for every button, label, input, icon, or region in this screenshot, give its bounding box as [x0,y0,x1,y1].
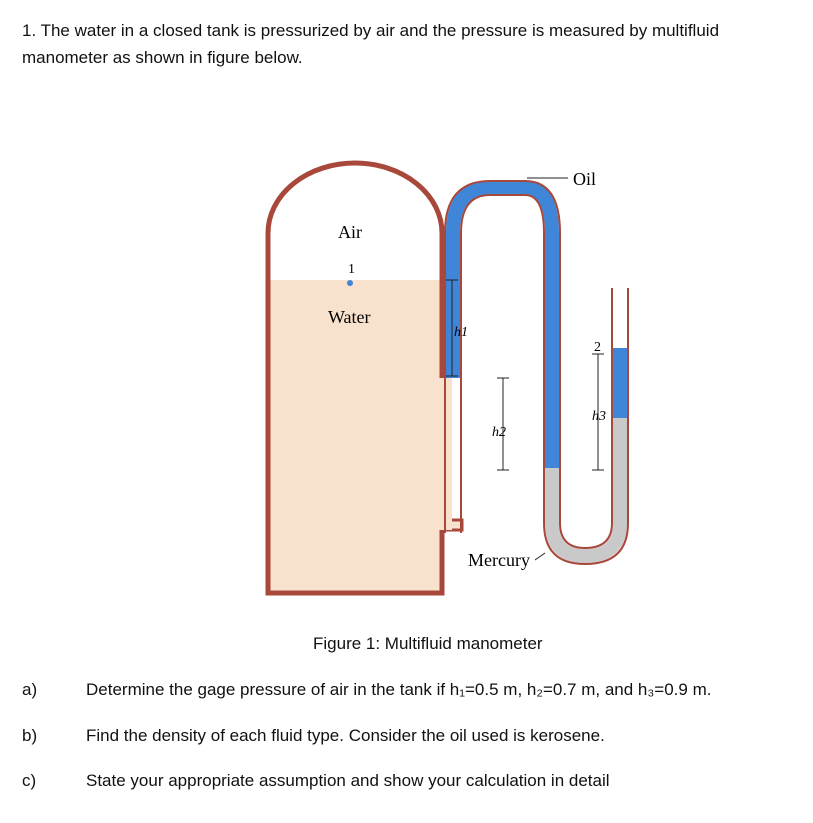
question-c-text: State your appropriate assumption and show your calculation in detail [86,771,610,790]
problem-intro: 1. The water in a closed tank is pressurized by air and the pressure is measured by multifluid manometer as shown in figure below. [22,21,720,67]
point-1-label: 1 [348,262,355,277]
question-a-text: Determine the gage pressure of air in the tank if h₁=0.5 m, h₂=0.7 m, and h₃=0.9 m. [86,680,712,699]
figure-caption: Figure 1: Multifluid manometer [313,634,543,653]
h2-label: h2 [492,425,506,440]
point-1-marker [347,280,353,286]
water-label: Water [328,307,371,327]
question-b-letter: b) [22,726,38,745]
oil-tube-inner [461,195,544,533]
question-b-text: Find the density of each fluid type. Consider the oil used is kerosene. [86,726,605,745]
oil-tube-outer [445,181,560,533]
mercury-leader-line [535,553,545,560]
question-a-letter: a) [22,680,38,699]
h3-label: h3 [592,409,606,424]
manometer-figure [190,148,690,618]
manometer-diagram [190,148,690,618]
point-2-marker [619,351,625,357]
point-2-label: 2 [594,340,601,355]
mercury-label: Mercury [468,550,530,570]
question-c-letter: c) [22,771,37,790]
air-label: Air [338,222,362,242]
oil-right-leg [613,348,627,418]
h1-label: h1 [454,325,468,340]
oil-label: Oil [573,169,597,189]
